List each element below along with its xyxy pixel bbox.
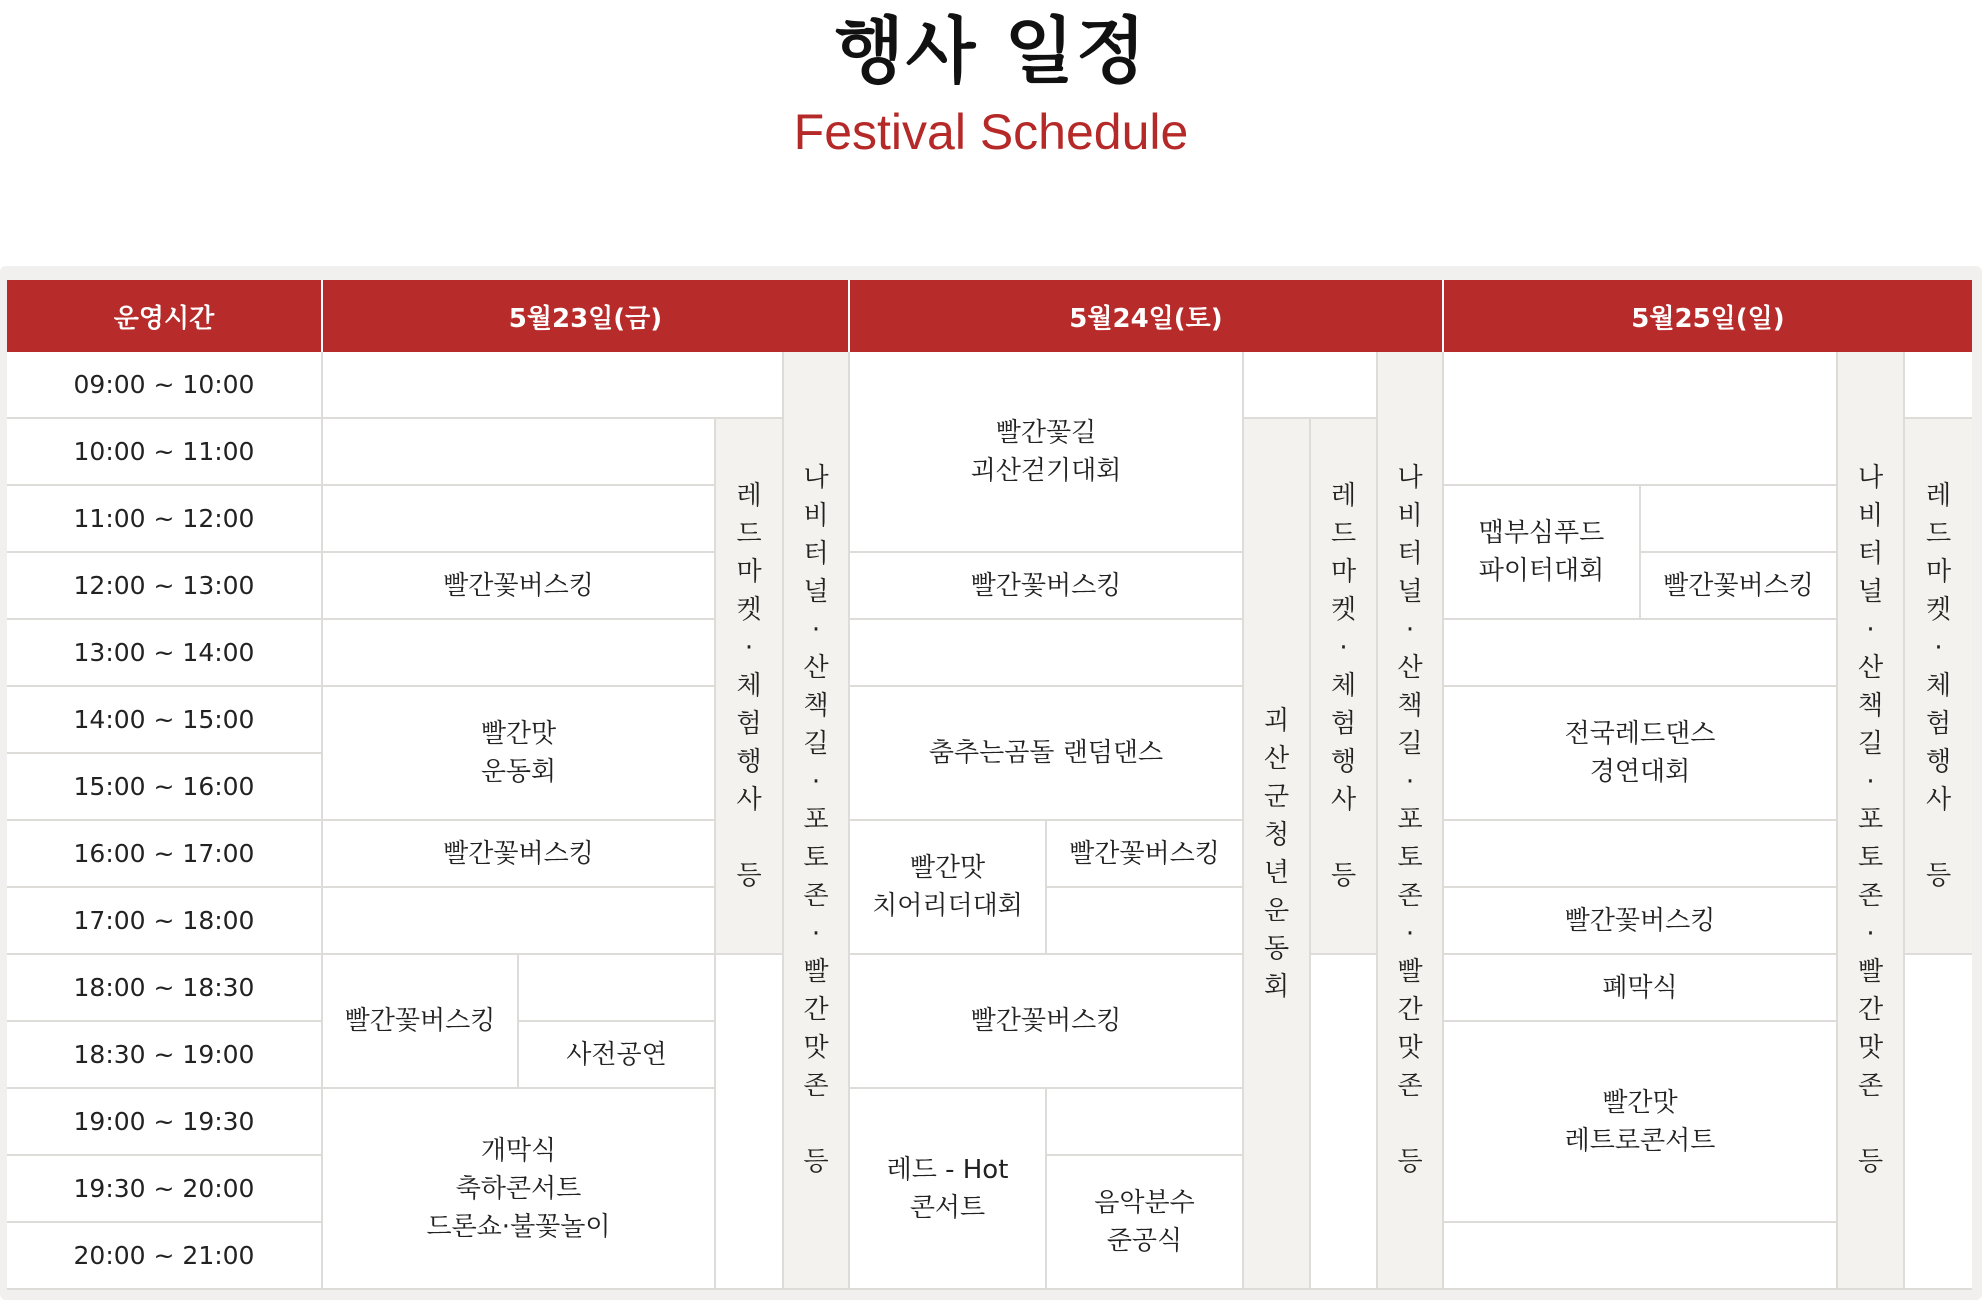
empty-slot (323, 620, 716, 687)
event-busking: 빨간꽃버스킹 (323, 821, 716, 888)
event-butterfly-tunnel: 나 비 터 널 · 산 책 길 · 포 토 존 · 빨 간 맛 존 등 (784, 352, 850, 1290)
empty-slot (1444, 352, 1838, 486)
time-slot: 11:00 ~ 12:00 (7, 486, 323, 553)
event-busking: 빨간꽃버스킹 (323, 955, 519, 1089)
time-slot: 19:00 ~ 19:30 (7, 1089, 323, 1156)
event-retro-concert: 빨간맛 레트로콘서트 (1444, 1022, 1838, 1223)
empty-slot (323, 352, 784, 419)
time-slot: 18:00 ~ 18:30 (7, 955, 323, 1022)
header-day1: 5월23일(금) (323, 280, 850, 352)
time-slot: 15:00 ~ 16:00 (7, 754, 323, 821)
event-butterfly-tunnel: 나 비 터 널 · 산 책 길 · 포 토 존 · 빨 간 맛 존 등 (1378, 352, 1444, 1290)
event-busking: 빨간꽃버스킹 (1444, 888, 1838, 955)
event-closing-ceremony: 폐막식 (1444, 955, 1838, 1022)
time-slot: 18:30 ~ 19:00 (7, 1022, 323, 1089)
page-title: 행사 일정 (834, 9, 1148, 93)
event-busking: 빨간꽃버스킹 (850, 955, 1244, 1089)
empty-slot (519, 955, 716, 1022)
event-busking: 빨간꽃버스킹 (1047, 821, 1244, 888)
event-red-dance-contest: 전국레드댄스 경연대회 (1444, 687, 1838, 821)
time-slot: 19:30 ~ 20:00 (7, 1156, 323, 1223)
event-youth-sports-day: 괴 산 군 청 년 운 동 회 (1244, 419, 1311, 1290)
empty-slot (323, 486, 716, 553)
empty-slot (1444, 620, 1838, 687)
event-butterfly-tunnel: 나 비 터 널 · 산 책 길 · 포 토 존 · 빨 간 맛 존 등 (1838, 352, 1905, 1290)
event-sports-day: 빨간맛 운동회 (323, 687, 716, 821)
time-slot: 12:00 ~ 13:00 (7, 553, 323, 620)
time-slot: 14:00 ~ 15:00 (7, 687, 323, 754)
time-slot: 20:00 ~ 21:00 (7, 1223, 323, 1290)
empty-slot (323, 419, 716, 486)
header-day2: 5월24일(토) (850, 280, 1444, 352)
empty-slot (1641, 486, 1838, 553)
empty-slot (1905, 955, 1972, 1290)
event-busking: 빨간꽃버스킹 (1641, 553, 1838, 620)
header-time: 운영시간 (7, 280, 323, 352)
event-food-fighter: 맵부심푸드 파이터대회 (1444, 486, 1641, 620)
time-slot: 13:00 ~ 14:00 (7, 620, 323, 687)
event-fountain-ceremony: 음악분수 준공식 (1047, 1156, 1244, 1290)
empty-slot (1047, 1089, 1244, 1156)
event-cheerleader-contest: 빨간맛 치어리더대회 (850, 821, 1047, 955)
page-subtitle: Festival Schedule (793, 104, 1189, 160)
event-walking-contest: 빨간꽃길 괴산걷기대회 (850, 352, 1244, 553)
time-slot: 17:00 ~ 18:00 (7, 888, 323, 955)
header-day3: 5월25일(일) (1444, 280, 1972, 352)
event-busking: 빨간꽃버스킹 (323, 553, 716, 620)
event-pre-show: 사전공연 (519, 1022, 716, 1089)
empty-slot (1444, 1223, 1838, 1290)
event-hot-concert: 레드 - Hot 콘서트 (850, 1089, 1047, 1290)
empty-slot (1444, 821, 1838, 888)
empty-slot (1047, 888, 1244, 955)
event-red-market: 레 드 마 켓 · 체 험 행 사 등 (1905, 419, 1972, 955)
empty-slot (716, 955, 784, 1290)
empty-slot (1244, 352, 1378, 419)
empty-slot (1905, 352, 1972, 419)
empty-slot (1311, 955, 1378, 1290)
time-slot: 09:00 ~ 10:00 (7, 352, 323, 419)
event-red-market: 레 드 마 켓 · 체 험 행 사 등 (716, 419, 784, 955)
event-red-market: 레 드 마 켓 · 체 험 행 사 등 (1311, 419, 1378, 955)
empty-slot (850, 620, 1244, 687)
empty-slot (323, 888, 716, 955)
time-slot: 16:00 ~ 17:00 (7, 821, 323, 888)
time-slot: 10:00 ~ 11:00 (7, 419, 323, 486)
event-busking: 빨간꽃버스킹 (850, 553, 1244, 620)
event-random-dance: 춤추는곰돌 랜덤댄스 (850, 687, 1244, 821)
event-opening-ceremony: 개막식 축하콘서트 드론쇼·불꽃놀이 (323, 1089, 716, 1290)
